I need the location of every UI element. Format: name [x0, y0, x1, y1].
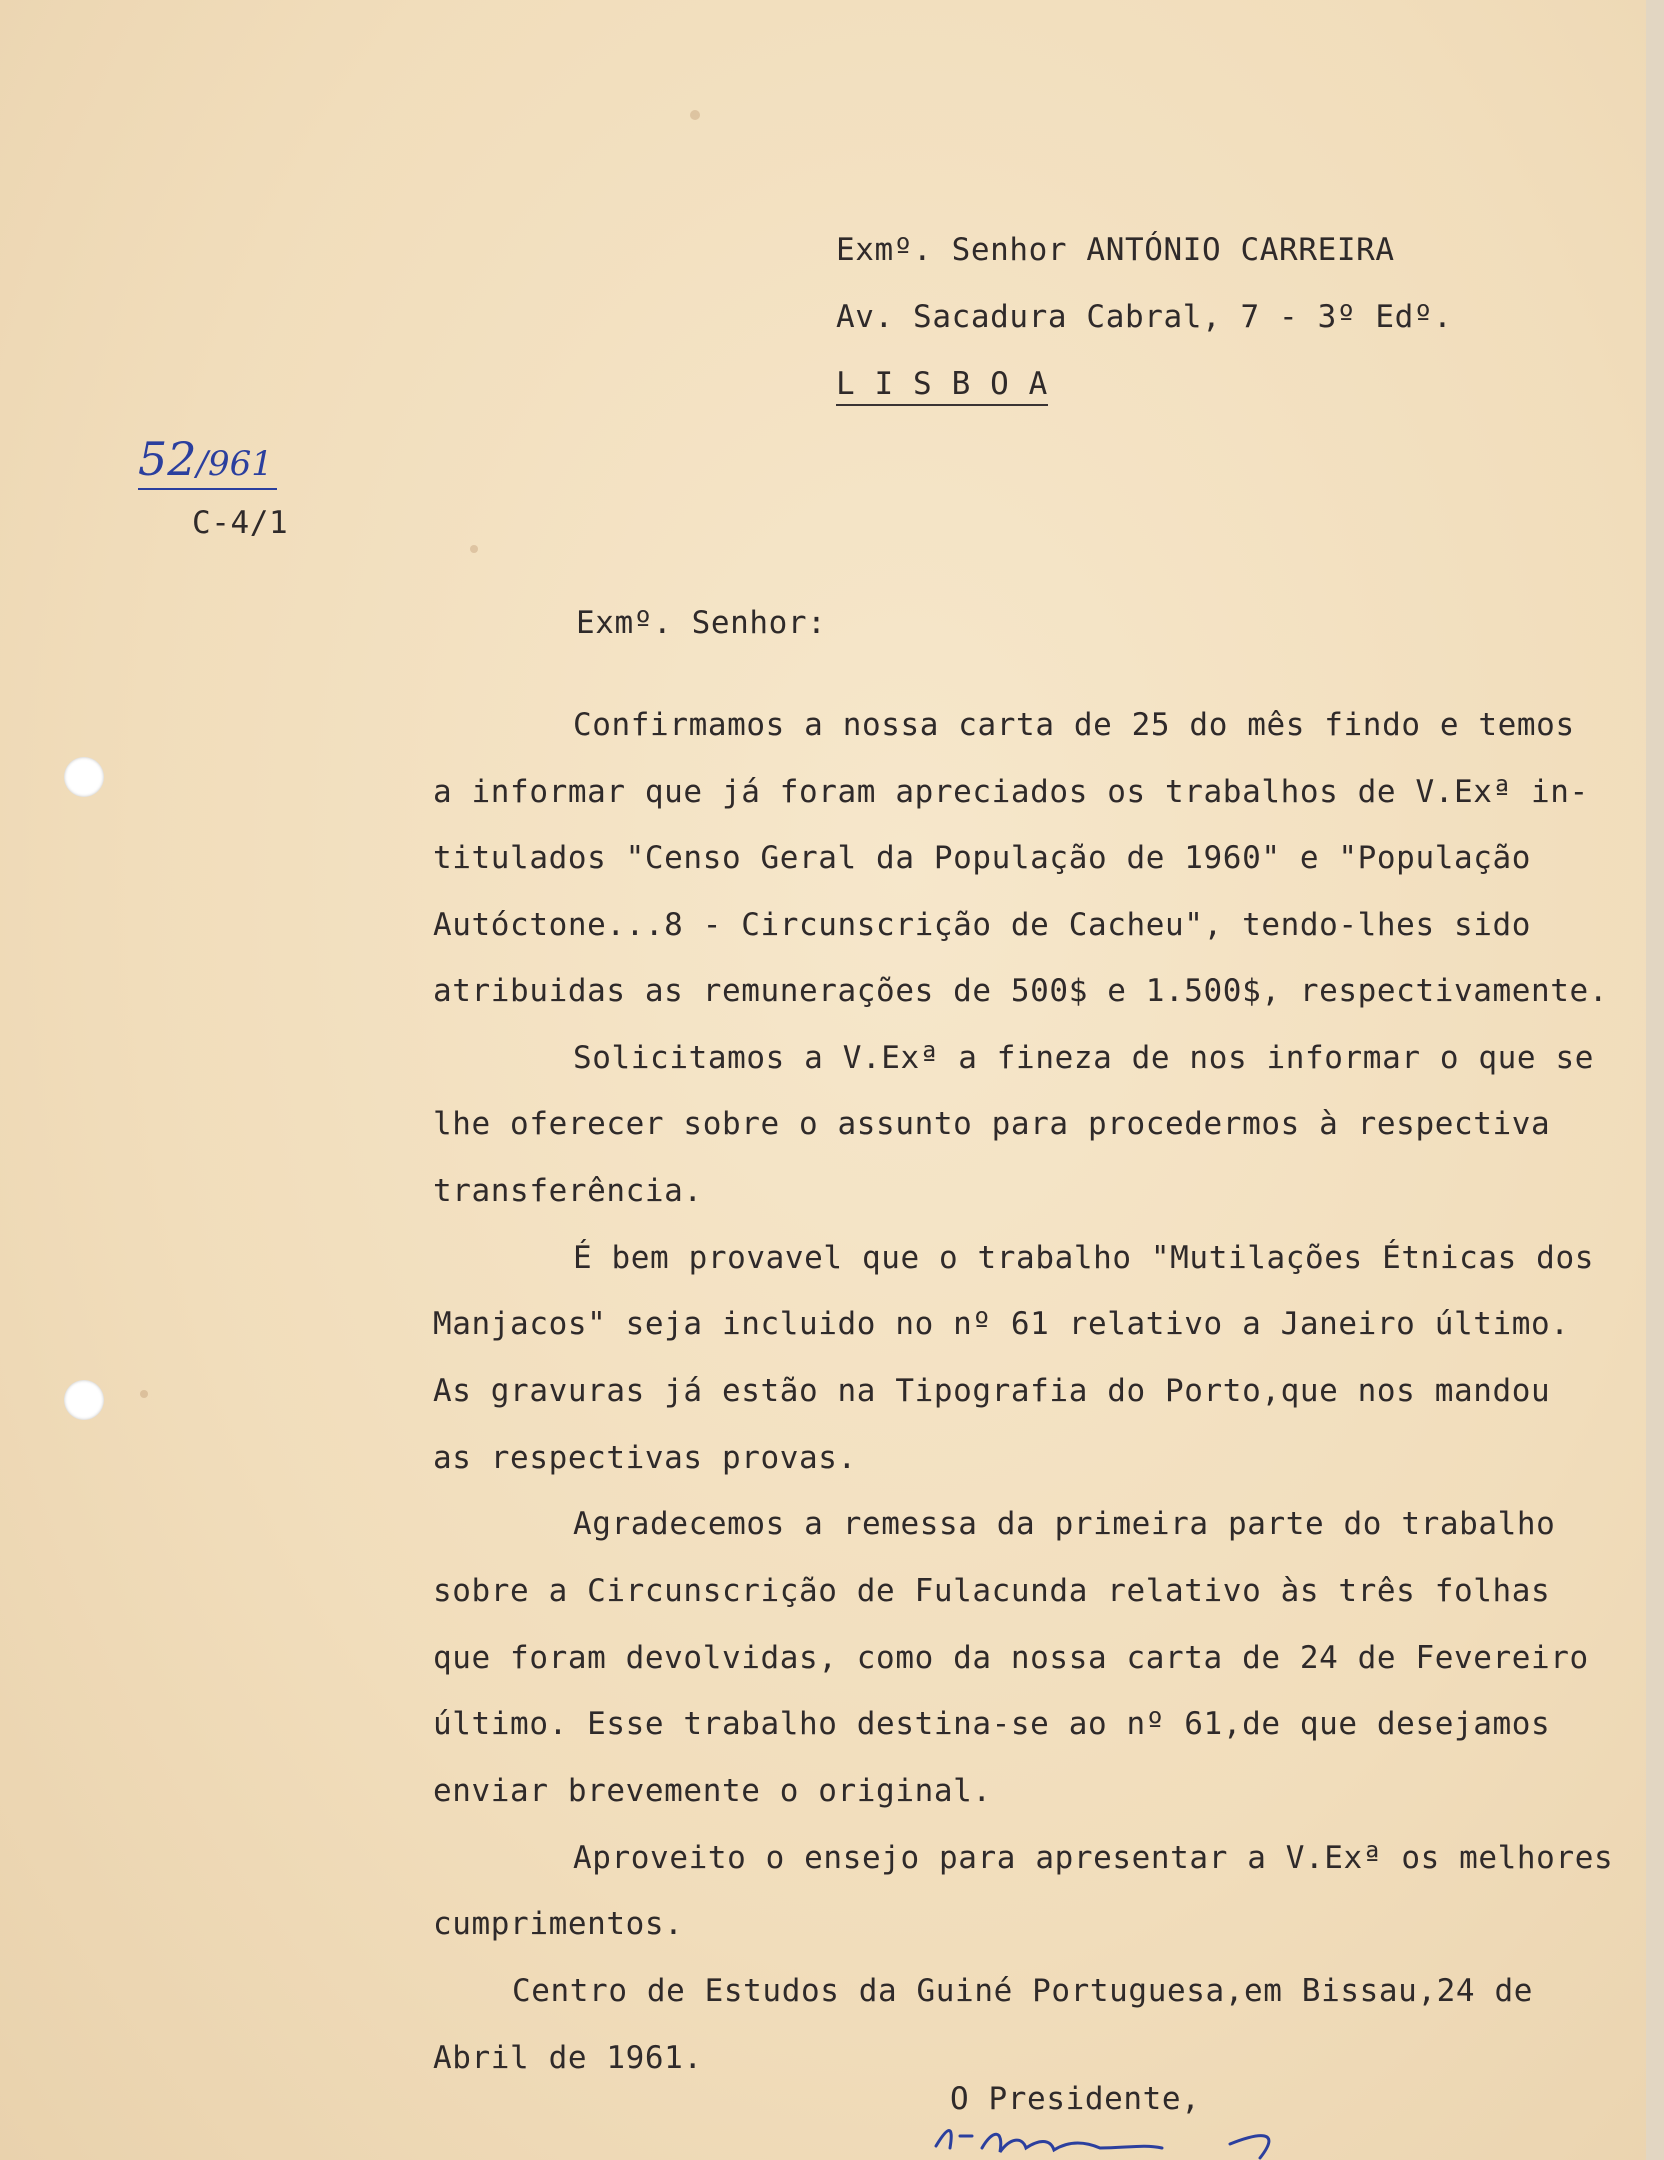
body-line: atribuidas as remunerações de 500$ e 1.500$, respectivamente. [433, 973, 1609, 1009]
body-line: as respectivas provas. [433, 1440, 857, 1476]
body-line: As gravuras já estão na Tipografia do Porto,que nos mandou [433, 1373, 1551, 1409]
punch-hole [64, 757, 104, 797]
page-edge [1646, 0, 1664, 2160]
body-line: Autóctone...8 - Circunscrição de Cacheu", tendo-lhes sido [433, 907, 1532, 943]
reference-code: C-4/1 [192, 505, 289, 541]
address-city: L I S B O A [836, 366, 1048, 406]
body-line: Agradecemos a remessa da primeira parte do trabalho [573, 1506, 1556, 1542]
body-line: sobre a Circunscrição de Fulacunda relativo às três folhas [433, 1573, 1551, 1609]
body-line: lhe oferecer sobre o assunto para procedermos à respectiva [433, 1106, 1551, 1142]
signatory-title: O Presidente, [950, 2081, 1201, 2117]
handwritten-number: 52 [138, 432, 197, 486]
body-line: último. Esse trabalho destina-se ao nº 61,de que desejamos [433, 1706, 1551, 1742]
closing-date: Abril de 1961. [433, 2040, 703, 2076]
paper-stain [140, 1390, 148, 1398]
body-line: Manjacos" seja incluido no nº 61 relativo a Janeiro último. [433, 1306, 1570, 1342]
body-line: que foram devolvidas, como da nossa carta de 24 de Fevereiro [433, 1640, 1589, 1676]
paper-stain [690, 110, 700, 120]
body-line: transferência. [433, 1173, 703, 1209]
body-line: titulados "Censo Geral da População de 1960" e "População [433, 840, 1532, 876]
punch-hole [64, 1380, 104, 1420]
salutation: Exmº. Senhor: [576, 605, 827, 641]
closing-place: Centro de Estudos da Guiné Portuguesa,em Bissau,24 de [512, 1973, 1533, 2009]
reference-year: /961 [196, 444, 273, 484]
paper-stain [470, 545, 478, 553]
body-line: Solicitamos a V.Exª a fineza de nos informar o que se [573, 1040, 1594, 1076]
body-line: Aproveito o ensejo para apresentar a V.Exª os melhores [573, 1840, 1614, 1876]
address-recipient: Exmº. Senhor ANTÓNIO CARREIRA [836, 232, 1395, 268]
reference-number [138, 432, 277, 490]
body-line: cumprimentos. [433, 1906, 684, 1942]
body-line: enviar brevemente o original. [433, 1773, 992, 1809]
body-line: a informar que já foram apreciados os trabalhos de V.Exª in- [433, 774, 1589, 810]
address-street: Av. Sacadura Cabral, 7 - 3º Edº. [836, 299, 1453, 335]
body-line: É bem provavel que o trabalho "Mutilações Étnicas dos [573, 1240, 1594, 1276]
body-line: Confirmamos a nossa carta de 25 do mês findo e temos [573, 707, 1575, 743]
signature [930, 2118, 1320, 2160]
